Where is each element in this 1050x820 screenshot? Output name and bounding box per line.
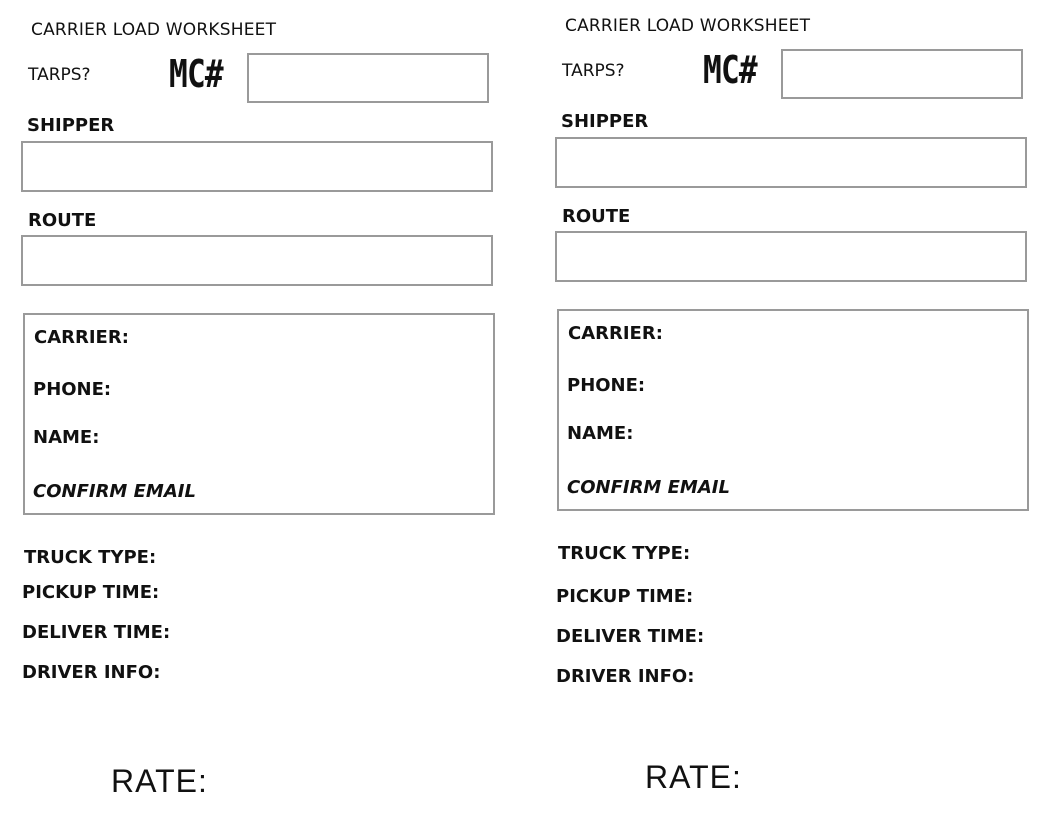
route-field[interactable]: [555, 231, 1027, 282]
mc-number-label: MC#: [169, 52, 223, 96]
worksheet-left: [0, 0, 520, 820]
tarps-label: TARPS?: [28, 65, 91, 85]
tarps-label: TARPS?: [562, 61, 625, 81]
rate-label: RATE:: [645, 759, 742, 795]
truck-type-label: TRUCK TYPE:: [558, 543, 691, 564]
truck-type-label: TRUCK TYPE:: [24, 547, 157, 568]
phone-label: PHONE:: [567, 375, 646, 396]
rate-label: RATE:: [111, 763, 208, 799]
mc-number-label: MC#: [703, 48, 757, 92]
shipper-field[interactable]: [21, 141, 493, 192]
phone-label: PHONE:: [33, 379, 112, 400]
confirm-email-label: CONFIRM EMAIL: [567, 477, 730, 498]
route-label: ROUTE: [562, 206, 631, 227]
worksheet-title: CARRIER LOAD WORKSHEET: [565, 16, 811, 36]
shipper-label: SHIPPER: [561, 111, 649, 132]
mc-number-field[interactable]: [781, 49, 1023, 99]
driver-info-label: DRIVER INFO:: [22, 662, 161, 683]
confirm-email-label: CONFIRM EMAIL: [33, 481, 196, 502]
mc-number-field[interactable]: [247, 53, 489, 103]
shipper-label: SHIPPER: [27, 115, 115, 136]
deliver-time-label: DELIVER TIME:: [556, 626, 705, 647]
worksheet-title: CARRIER LOAD WORKSHEET: [31, 20, 277, 40]
worksheet-right: [534, 0, 1050, 816]
pickup-time-label: PICKUP TIME:: [556, 586, 694, 607]
route-label: ROUTE: [28, 210, 97, 231]
shipper-field[interactable]: [555, 137, 1027, 188]
name-label: NAME:: [33, 427, 100, 448]
pickup-time-label: PICKUP TIME:: [22, 582, 160, 603]
route-field[interactable]: [21, 235, 493, 286]
driver-info-label: DRIVER INFO:: [556, 666, 695, 687]
carrier-label: CARRIER:: [568, 323, 663, 344]
deliver-time-label: DELIVER TIME:: [22, 622, 171, 643]
carrier-label: CARRIER:: [34, 327, 129, 348]
name-label: NAME:: [567, 423, 634, 444]
